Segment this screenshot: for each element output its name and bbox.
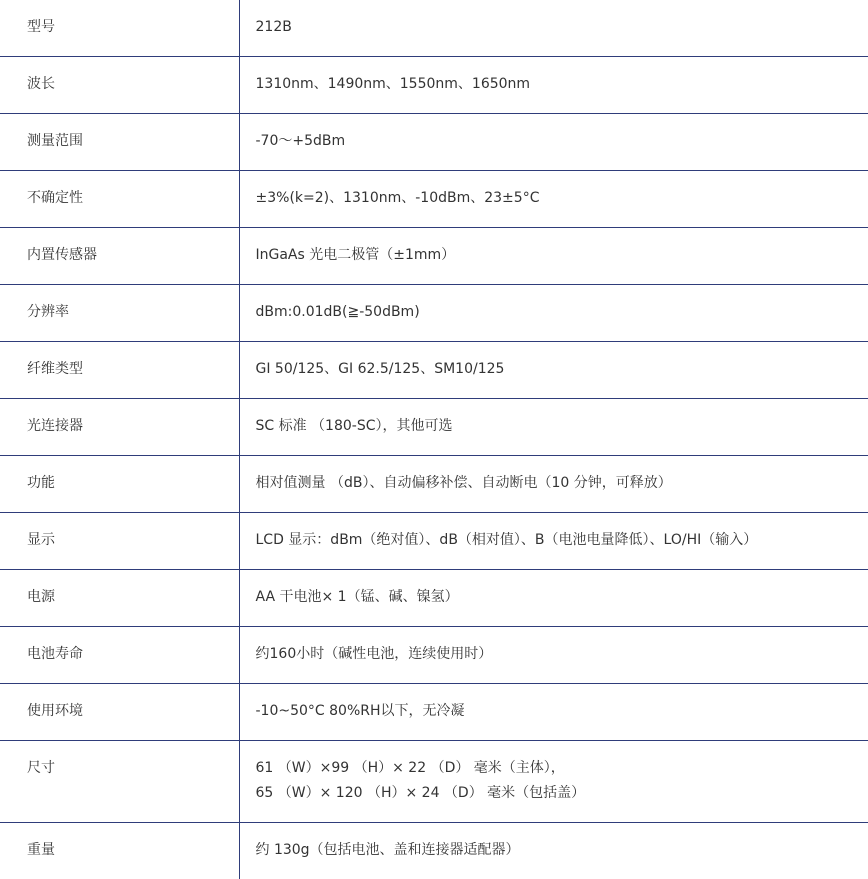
spec-value: 61 （W）×99 （H）× 22 （D） 毫米（主体）， 65 （W）× 120 （H）× 24 （D） 毫米（包括盖） bbox=[239, 741, 868, 823]
table-row bbox=[0, 114, 868, 171]
spec-name: 型号 bbox=[0, 0, 239, 57]
spec-value: InGaAs 光电二极管（±1mm） bbox=[239, 228, 868, 285]
table-row bbox=[0, 399, 868, 456]
table-row bbox=[0, 228, 868, 285]
spec-name: 电池寿命 bbox=[0, 627, 239, 684]
spec-name: 电源 bbox=[0, 570, 239, 627]
table-row bbox=[0, 171, 868, 228]
table-row bbox=[0, 285, 868, 342]
spec-name: 使用环境 bbox=[0, 684, 239, 741]
spec-value: AA 干电池× 1（锰、碱、镍氢） bbox=[239, 570, 868, 627]
table-row bbox=[0, 570, 868, 627]
spec-name: 不确定性 bbox=[0, 171, 239, 228]
table-row bbox=[0, 0, 868, 57]
table-row bbox=[0, 456, 868, 513]
table-row bbox=[0, 684, 868, 741]
spec-name: 分辨率 bbox=[0, 285, 239, 342]
spec-value: ±3%(k=2)、1310nm、-10dBm、23±5°C bbox=[239, 171, 868, 228]
spec-name: 尺寸 bbox=[0, 741, 239, 823]
spec-value: SC 标准 （180-SC），其他可选 bbox=[239, 399, 868, 456]
spec-name: 功能 bbox=[0, 456, 239, 513]
table-row bbox=[0, 741, 868, 823]
spec-value: -70～+5dBm bbox=[239, 114, 868, 171]
spec-value: LCD 显示：dBm（绝对值）、dB（相对值）、B（电池电量降低）、LO/HI（输入） bbox=[239, 513, 868, 570]
table-row bbox=[0, 342, 868, 399]
spec-value: -10~50°C 80%RH以下，无冷凝 bbox=[239, 684, 868, 741]
spec-name: 显示 bbox=[0, 513, 239, 570]
table-row bbox=[0, 57, 868, 114]
spec-value: 约160小时（碱性电池，连续使用时） bbox=[239, 627, 868, 684]
table-row bbox=[0, 823, 868, 879]
spec-value: 相对值测量 （dB）、自动偏移补偿、自动断电（10 分钟，可释放） bbox=[239, 456, 868, 513]
spec-value: dBm:0.01dB(≧-50dBm) bbox=[239, 285, 868, 342]
spec-name: 光连接器 bbox=[0, 399, 239, 456]
table-row bbox=[0, 513, 868, 570]
spec-name: 测量范围 bbox=[0, 114, 239, 171]
table-row bbox=[0, 627, 868, 684]
spec-value: 约 130g（包括电池、盖和连接器适配器） bbox=[239, 823, 868, 879]
spec-value: GI 50/125、GI 62.5/125、SM10/125 bbox=[239, 342, 868, 399]
spec-name: 重量 bbox=[0, 823, 239, 879]
spec-value: 1310nm、1490nm、1550nm、1650nm bbox=[239, 57, 868, 114]
spec-name: 内置传感器 bbox=[0, 228, 239, 285]
spec-name: 纤维类型 bbox=[0, 342, 239, 399]
spec-value: 212B bbox=[239, 0, 868, 57]
spec-name: 波长 bbox=[0, 57, 239, 114]
